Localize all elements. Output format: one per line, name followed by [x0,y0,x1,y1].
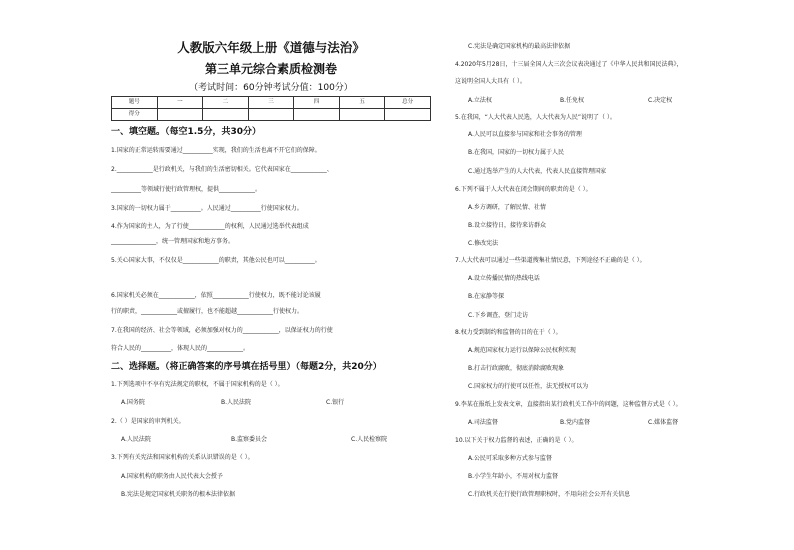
question-stem: 5.在我国，“人大代表人民选，人大代表为人民”说明了（ ）。 [455,114,616,121]
question-line: 1.国家的正常运转需要通过__________实现，我们的生活也离不开它们的保障。 [111,147,321,154]
option-a[interactable]: A.国务院 [121,399,145,406]
score-header-cell: 一 [157,97,203,109]
exam-subtitle: 第三单元综合素质检测卷 [204,62,337,76]
option-c[interactable]: C.修改宪法 [468,240,499,247]
question-line: 7.在我国的经济、社会等领域，必须加强对权力的____________，以保证权力的行使 [111,327,333,334]
score-cell[interactable] [294,109,340,121]
question-stem: 2.（ ）是国家的审判机关。 [111,418,185,425]
question-line: 行的职责，____________或擅履行，也不能超越____________行使权力。 [111,308,304,315]
score-row-label: 得分 [112,109,158,121]
option-a[interactable]: A.乡方调研，了解民情、社情 [468,204,546,211]
question-stem: 6.下列不属于人大代表在闭会期间的职责的是（ ）。 [455,186,592,193]
option-a[interactable]: A.设立传播民情的热线电话 [468,275,540,282]
option-c[interactable]: C.国家权力的行使可以任性，法无授权可以为 [468,383,589,390]
score-header-cell: 三 [248,97,294,109]
score-cell[interactable] [157,109,203,121]
option-b[interactable]: B.打击行政腐败，彻底消除腐败现象 [468,365,565,372]
option-b[interactable]: B.党内监督 [560,419,591,426]
option-c[interactable]: C.宪法是确定国家机构的最高法律依据 [468,43,571,50]
option-a[interactable]: A.国家机构的职务由人民代表大会授予 [121,473,223,480]
question-stem: 10.以下关于权力监督的表述，正确的是（ ）。 [455,437,578,444]
option-c[interactable]: C.决定权 [648,97,673,104]
option-b[interactable]: B.人民法院 [221,399,252,406]
option-a[interactable]: A.公民可采取多种方式参与监督 [468,455,552,462]
question-stem: 8.权力受到制约和监督的目的在于（ ）。 [455,329,562,336]
option-c[interactable]: C.媒体监督 [648,419,679,426]
option-c[interactable]: C.银行 [326,399,345,406]
option-a[interactable]: A.人民法院 [121,436,151,443]
score-cell[interactable] [385,109,431,121]
question-line: 2.____________是行政机关，与我们的生活密切相关。它代表国家在____________、 [111,166,333,173]
option-c[interactable]: C.行政机关在行使行政管理职权时，不用向社会公开有关信息 [468,491,631,498]
option-b[interactable]: B.宪法是规定国家机关职务的根本法律依据 [121,491,236,498]
question-line: 符合人民的__________，体现人民的____________。 [111,345,250,352]
score-header-cell: 总分 [385,97,431,109]
question-stem: 7.人大代表可以通过一些渠道搜集社情民意，下列途径不正确的是（ ）。 [455,257,646,264]
option-a[interactable]: A.规范国家权力运行以保障公民权利实现 [468,347,576,354]
option-b[interactable]: B.任免权 [560,97,585,104]
score-header-cell: 五 [339,97,385,109]
question-line: __________等领域行使行政管理权，提供____________。 [111,186,262,193]
score-cell[interactable] [248,109,294,121]
section-choice-heading: 二、选择题。（将正确答案的序号填在括号里）（每题2分，共20分） [111,362,382,372]
question-stem: 9.李某在报纸上发表文章，直接指出某行政机关工作中的问题，这种监督方式是（ ）。 [455,401,682,408]
question-line: 4.作为国家的主人，为了行使____________的权利，人民通过选举代表组成 [111,223,309,230]
option-a[interactable]: A.人民可以直接参与国家和社会事务的管理 [468,131,582,138]
option-c[interactable]: C.人民检察院 [351,436,388,443]
question-line: 5.关心国家大事，不仅仅是____________的职责，其他公民也可以__________。 [111,257,321,264]
section-fill-in-heading: 一、填空题。（每空1.5分，共30分） [111,127,261,137]
score-table-score-row [112,109,431,121]
option-b[interactable]: B.小学生年龄小，不用对权力监督 [468,473,559,480]
option-b[interactable]: B.设立接待日，接待来访群众 [468,222,547,229]
question-line: _______________，统一管理国家和地方事务。 [111,238,235,245]
question-stem: 4.2020年5月28日，十三届全国人大三次会议表决通过了《中华人民共和国民法典》， [455,61,683,68]
option-b[interactable]: B.在家静等探 [468,293,505,300]
score-header-cell: 题号 [112,97,158,109]
exam-title: 人教版六年级上册《道德与法治》 [177,40,365,55]
option-a[interactable]: A.立法权 [468,97,492,104]
option-b[interactable]: B.在我国，国家的一切权力属于人民 [468,149,565,156]
option-b[interactable]: B.监察委员会 [231,436,268,443]
option-a[interactable]: A.司法监督 [468,419,498,426]
exam-info: （考试时间：60分钟考试分值：100分） [189,83,353,93]
option-c[interactable]: C.下乡调查，登门走访 [468,312,529,319]
score-cell[interactable] [203,109,249,121]
score-table [111,96,431,121]
question-stem: 3.下列有关宪法和国家机构的关系认识错误的是（ ）。 [111,454,254,461]
question-line: 6.国家机关必须在____________，依照____________行使权力，既不能讨论该履 [111,292,321,299]
score-table-header-row [112,97,431,109]
score-cell[interactable] [339,109,385,121]
question-continuation: 这说明全国人大具有（ ）。 [455,78,526,85]
question-line: 3.国家的一切权力属于__________。人民通过__________行使国家权力。 [111,205,303,212]
score-header-cell: 四 [294,97,340,109]
score-header-cell: 二 [203,97,249,109]
question-stem: 1.下列选项中不享有宪法规定的职权，不属于国家机构的是（ ）。 [111,381,284,388]
option-c[interactable]: C.通过选举产生的人大代表，代表人民直接管理国家 [468,168,607,175]
